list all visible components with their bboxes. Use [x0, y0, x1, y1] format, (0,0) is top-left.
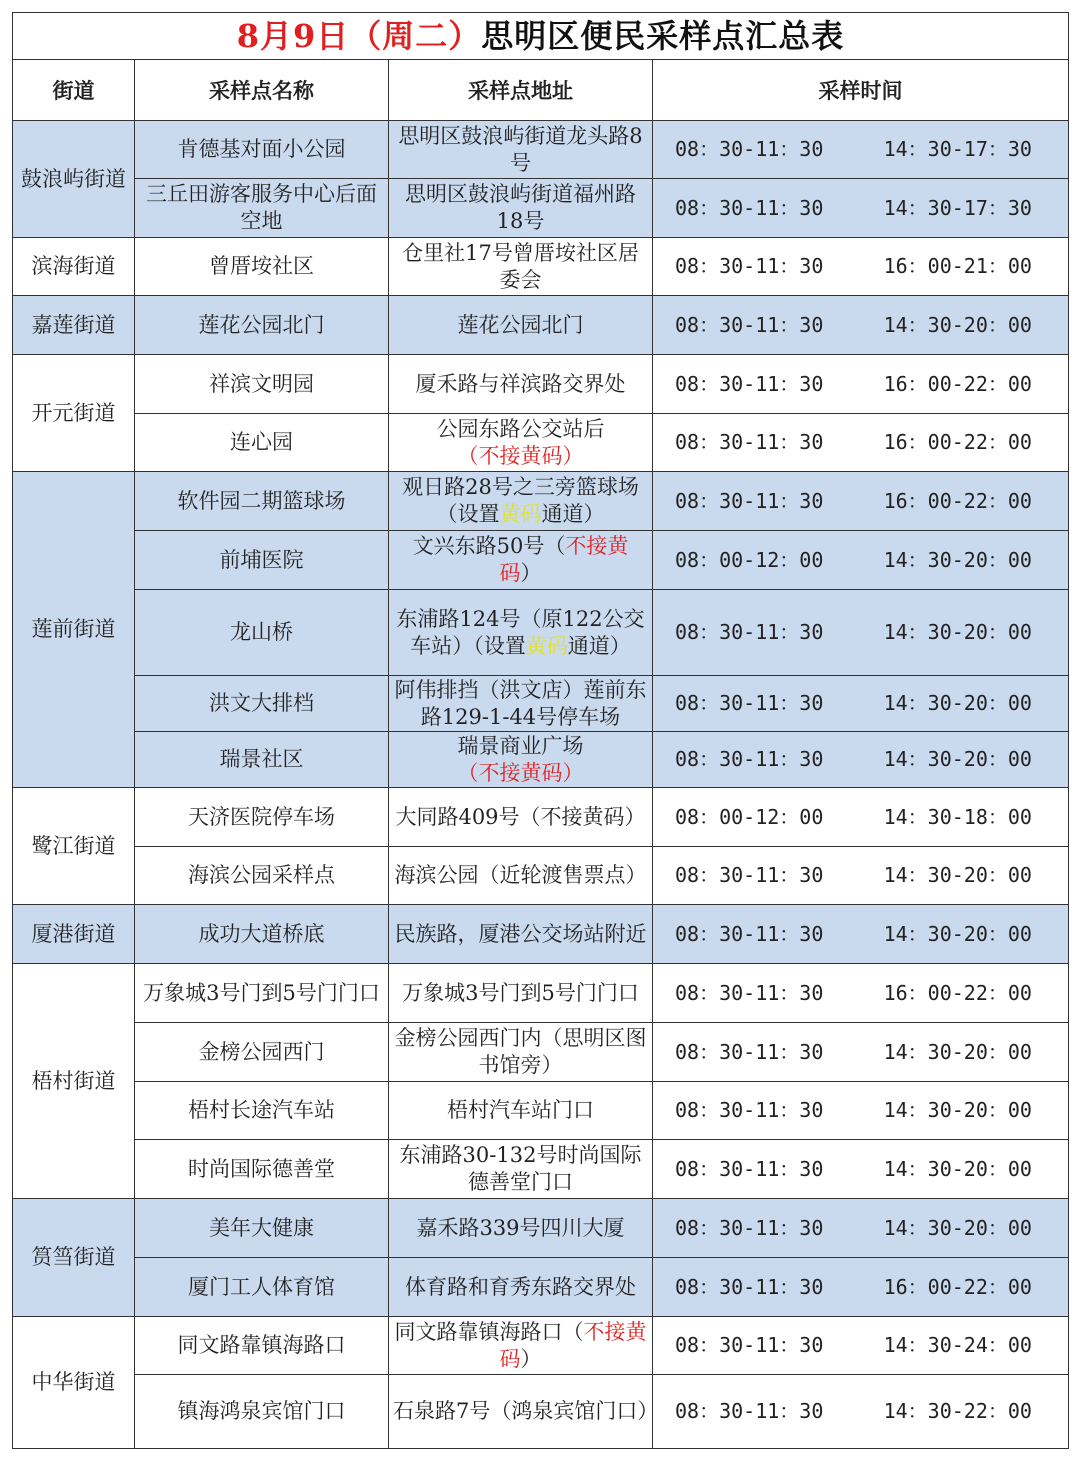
- table-row: [13, 355, 1069, 414]
- site-time-cell: 08：30-11：30 16：00-22：00: [653, 1258, 1069, 1317]
- site-time-cell: 08：30-11：30 14：30-20：00: [653, 590, 1069, 676]
- table-row: [13, 847, 1069, 905]
- district-cell: 厦港街道: [13, 905, 135, 964]
- site-time-cell: 08：30-11：30 16：00-22：00: [653, 472, 1069, 531]
- table-row: [13, 676, 1069, 732]
- site-time-cell: 08：30-11：30 14：30-20：00: [653, 676, 1069, 732]
- site-name-cell: 曾厝垵社区: [135, 238, 389, 296]
- site-address-cell: 万象城3号门到5号门门口: [389, 964, 653, 1023]
- district-cell: 梧村街道: [13, 964, 135, 1199]
- site-name-cell: 洪文大排档: [135, 676, 389, 732]
- site-time-cell: 08：30-11：30 14：30-17：30: [653, 179, 1069, 238]
- site-name-cell: 连心园: [135, 414, 389, 472]
- site-time-cell: 08：30-11：30 14：30-20：00: [653, 1023, 1069, 1082]
- site-time-cell: 08：30-11：30 14：30-22：00: [653, 1375, 1069, 1449]
- table-row: [13, 1317, 1069, 1375]
- site-name-cell: 肯德基对面小公园: [135, 121, 389, 179]
- site-time-cell: 08：30-11：30 14：30-20：00: [653, 732, 1069, 788]
- address-text: 文兴东路50号（: [412, 534, 566, 558]
- address-text-end: ）: [520, 561, 542, 585]
- site-name-cell: 前埔医院: [135, 531, 389, 590]
- site-time-cell: 08：30-11：30 14：30-20：00: [653, 1082, 1069, 1140]
- site-address-cell: [389, 472, 653, 531]
- page-title: [13, 13, 1069, 60]
- site-name-cell: 成功大道桥底: [135, 905, 389, 964]
- site-time-cell: 08：00-12：00 14：30-20：00: [653, 531, 1069, 590]
- site-time-cell: 08：30-11：30 16：00-22：00: [653, 355, 1069, 414]
- site-address-cell: 思明区鼓浪屿街道龙头路8号: [389, 121, 653, 179]
- address-text-end: 通道）: [567, 633, 631, 658]
- district-cell: 开元街道: [13, 355, 135, 472]
- site-time-cell: 08：30-11：30 14：30-20：00: [653, 1199, 1069, 1258]
- address-text: 公园东路公交站后: [436, 416, 605, 441]
- table-row: [13, 1023, 1069, 1082]
- site-address-cell: 仓里社17号曾厝垵社区居委会: [389, 238, 653, 296]
- table-row: [13, 414, 1069, 472]
- table-row: [13, 590, 1069, 676]
- table-row: [13, 179, 1069, 238]
- table-row: [13, 1199, 1069, 1258]
- district-cell: 鼓浪屿街道: [13, 121, 135, 238]
- address-text-end: 通道）: [541, 502, 605, 526]
- yellow-code-note: 黄码: [499, 502, 542, 526]
- site-address-cell: [389, 590, 653, 676]
- site-time-cell: 08：30-11：30 16：00-22：00: [653, 414, 1069, 472]
- site-address-cell: 东浦路30-132号时尚国际德善堂门口: [389, 1140, 653, 1199]
- site-name-cell: 万象城3号门到5号门门口: [135, 964, 389, 1023]
- header-address: 采样点地址: [389, 60, 653, 121]
- site-address-cell: 嘉禾路339号四川大厦: [389, 1199, 653, 1258]
- site-time-cell: 08：30-11：30 14：30-20：00: [653, 1140, 1069, 1199]
- no-yellow-code-note: （不接黄码）: [457, 443, 584, 468]
- no-yellow-code-note: 不接黄码: [499, 1319, 647, 1371]
- table-row: [13, 1082, 1069, 1140]
- site-name-cell: 镇海鸿泉宾馆门口: [135, 1375, 389, 1449]
- site-address-cell: 思明区鼓浪屿街道福州路18号: [389, 179, 653, 238]
- table-row: [13, 472, 1069, 531]
- site-address-cell: 莲花公园北门: [389, 296, 653, 355]
- site-name-cell: 厦门工人体育馆: [135, 1258, 389, 1317]
- table-row: [13, 1140, 1069, 1199]
- district-cell: 鹭江街道: [13, 788, 135, 905]
- yellow-code-note: 黄码: [525, 633, 568, 658]
- district-cell: 中华街道: [13, 1317, 135, 1449]
- address-text: 东浦路124号（原122公交车站）（设置: [396, 606, 645, 658]
- site-time-cell: 08：30-11：30 16：00-22：00: [653, 964, 1069, 1023]
- site-address-cell: [389, 732, 653, 788]
- site-name-cell: 软件园二期篮球场: [135, 472, 389, 531]
- site-name-cell: 龙山桥: [135, 590, 389, 676]
- site-address-cell: [389, 1317, 653, 1375]
- site-address-cell: 梧村汽车站门口: [389, 1082, 653, 1140]
- site-name-cell: 梧村长途汽车站: [135, 1082, 389, 1140]
- site-time-cell: 08：30-11：30 14：30-20：00: [653, 905, 1069, 964]
- site-name-cell: 祥滨文明园: [135, 355, 389, 414]
- address-text: 同文路靠镇海路口（: [394, 1319, 584, 1344]
- no-yellow-code-note: 不接黄码: [499, 534, 629, 585]
- table-row: [13, 788, 1069, 847]
- site-time-cell: 08：30-11：30 16：00-21：00: [653, 238, 1069, 296]
- address-text: 瑞景商业广场: [457, 733, 584, 758]
- site-name-cell: 三丘田游客服务中心后面空地: [135, 179, 389, 238]
- table-row: [13, 905, 1069, 964]
- header-name: 采样点名称: [135, 60, 389, 121]
- district-cell: 莲前街道: [13, 472, 135, 788]
- site-time-cell: 08：30-11：30 14：30-17：30: [653, 121, 1069, 179]
- header-district: 街道: [13, 60, 135, 121]
- site-name-cell: 金榜公园西门: [135, 1023, 389, 1082]
- site-address-cell: 阿伟排挡（洪文店）莲前东路129-1-44号停车场: [389, 676, 653, 732]
- address-text: 观日路28号之三旁篮球场（设置: [402, 475, 639, 526]
- district-cell: 滨海街道: [13, 238, 135, 296]
- table-row: [13, 296, 1069, 355]
- site-address-cell: 大同路409号（不接黄码）: [389, 788, 653, 847]
- title-main: 思明区便民采样点汇总表: [481, 16, 845, 55]
- table-row: [13, 531, 1069, 590]
- site-name-cell: 天济医院停车场: [135, 788, 389, 847]
- table-row: [13, 964, 1069, 1023]
- district-cell: 嘉莲街道: [13, 296, 135, 355]
- site-name-cell: 时尚国际德善堂: [135, 1140, 389, 1199]
- site-address-cell: 厦禾路与祥滨路交界处: [389, 355, 653, 414]
- site-time-cell: 08：30-11：30 14：30-24：00: [653, 1317, 1069, 1375]
- no-yellow-code-note: （不接黄码）: [457, 760, 584, 785]
- site-address-cell: [389, 414, 653, 472]
- table-row: [13, 1375, 1069, 1449]
- site-name-cell: 莲花公园北门: [135, 296, 389, 355]
- site-time-cell: 08：30-11：30 14：30-20：00: [653, 296, 1069, 355]
- title-date: 8月9日（周二）: [236, 16, 482, 55]
- site-address-cell: 民族路，厦港公交场站附近: [389, 905, 653, 964]
- table-row: [13, 238, 1069, 296]
- site-name-cell: 同文路靠镇海路口: [135, 1317, 389, 1375]
- site-address-cell: 海滨公园（近轮渡售票点）: [389, 847, 653, 905]
- table-header-row: [13, 60, 1069, 121]
- site-address-cell: 石泉路7号（鸿泉宾馆门口）: [389, 1375, 653, 1449]
- site-address-cell: [389, 531, 653, 590]
- sampling-sites-table: [12, 12, 1069, 1449]
- site-time-cell: 08：30-11：30 14：30-20：00: [653, 847, 1069, 905]
- site-address-cell: 金榜公园西门内（思明区图书馆旁）: [389, 1023, 653, 1082]
- district-cell: 筼筜街道: [13, 1199, 135, 1317]
- table-row: [13, 732, 1069, 788]
- address-text-end: ）: [520, 1346, 542, 1371]
- site-time-cell: 08：00-12：00 14：30-18：00: [653, 788, 1069, 847]
- site-name-cell: 美年大健康: [135, 1199, 389, 1258]
- site-name-cell: 瑞景社区: [135, 732, 389, 788]
- table-row: [13, 1258, 1069, 1317]
- sampling-sites-sheet: [12, 12, 1068, 1449]
- site-name-cell: 海滨公园采样点: [135, 847, 389, 905]
- site-address-cell: 体育路和育秀东路交界处: [389, 1258, 653, 1317]
- table-row: [13, 121, 1069, 179]
- header-time: 采样时间: [653, 60, 1069, 121]
